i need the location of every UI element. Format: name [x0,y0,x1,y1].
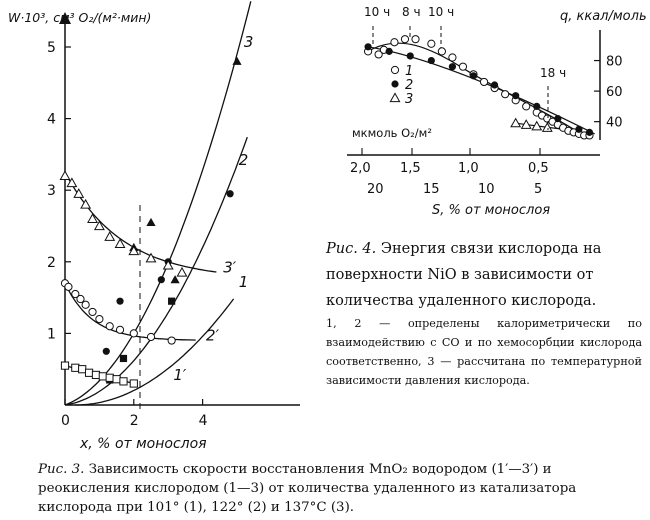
fig4-legend-label: 3 [405,92,414,107]
fig4-point-2 [470,72,477,79]
fig3-curve-label: 3 [243,33,254,51]
fig4-point-2 [554,115,561,122]
fig3-curve-3 [65,1,251,405]
fig3-point-1′ [99,373,106,380]
figure-3-caption [38,460,644,517]
fig4-point-2 [586,129,593,136]
fig4-y-axis-label: q, ккал/моль [560,9,647,24]
fig3-y-tick-label: 1 [47,326,56,343]
fig3-point-2′ [65,283,72,290]
fig4-point-2 [386,48,393,55]
fig3-point-3′ [177,268,186,276]
fig4-point-1 [449,54,456,61]
fig3-point-3′ [88,214,97,222]
fig4-time-label: 10 ч [428,5,455,19]
fig3-x-axis-label: x, % от монослоя [80,436,207,452]
fig4-time-label: 8 ч [402,5,421,19]
fig4-top-axis-label: мкмоль O₂/м² [352,126,432,140]
fig4-point-2 [428,57,435,64]
fig3-curve-label: 2′ [206,326,219,345]
fig3-point-2′ [89,308,96,315]
fig3-point-2 [116,298,123,305]
fig4-y-tick-label: 40 [606,115,623,131]
fig4-point-1 [480,78,487,85]
fig4-legend [390,64,413,107]
fig3-y-axis-label: W·10³, см³ O₂/(м²·мин) [8,10,152,25]
fig4-bottom-tick-label: 20 [367,182,384,197]
fig3-x-tick-label: 2 [129,413,139,429]
fig4-y-tick-label: 60 [606,85,623,101]
fig4-bottom-tick-label: 15 [423,182,440,197]
fig3-point-1′ [92,371,99,378]
fig3-point-1 [168,298,175,305]
fig4-point-2 [491,81,498,88]
fig3-point-1′ [113,376,120,383]
fig4-point-1 [428,40,435,47]
fig3-point-2′ [96,315,103,322]
fig4-point-2 [575,126,582,133]
fig4-point-2 [533,103,540,110]
fig3-point-1′ [130,380,137,387]
fig4-point-1 [391,39,398,46]
fig3-point-3′ [60,171,69,179]
fig4-point-1 [459,63,466,70]
fig3-y-tick-label: 4 [47,111,56,128]
fig4-legend-marker-1 [391,66,398,73]
fig3-point-2′ [106,323,113,330]
fig4-legend-marker-2 [391,80,398,87]
fig3-point-1′ [72,364,79,371]
fig4-top-tick-label: 2,0 [350,161,371,176]
fig3-caption-prefix: Рис. 3. [38,462,85,477]
fig3-y-tick-label: 5 [47,40,56,56]
fig3-point-2′ [168,337,175,344]
fig4-top-tick-label: 1,0 [458,161,479,176]
figure-4-caption [326,236,642,390]
fig3-point-1′ [120,378,127,385]
fig4-point-1 [438,48,445,55]
fig4-point-1 [523,103,530,110]
fig4-legend-label: 1 [405,64,414,79]
fig4-bottom-tick-label: 10 [478,182,495,197]
fig4-time-label: 10 ч [364,5,391,19]
fig3-point-1′ [61,362,68,369]
fig3-curve-label: 3′ [223,258,237,277]
fig3-curve-label: 1 [238,272,249,291]
fig4-point-3 [511,119,520,127]
fig3-point-2 [227,190,234,197]
fig3-caption-text: Зависимость скорости восстановления MnO₂ водородом (1′—3′) и реокисления кислородом (1—3) от количества удаленного из катализатора кислорода при 101° (1), 122° (2) и 137°C (3). [38,462,577,515]
fig4-points [364,36,593,139]
fig4-point-2 [364,43,371,50]
fig3-point-2 [103,348,110,355]
fig3-curve-labels [173,33,253,384]
fig3-curve-label: 2 [238,151,249,170]
fig4-point-1 [401,36,408,43]
fig3-point-2 [158,276,165,283]
fig3-point-1′ [79,366,86,373]
fig3-x-tick-label: 4 [198,413,208,429]
fig4-caption-prefix: Рис. 4. [326,241,377,257]
fig3-point-3 [146,218,155,226]
fig4-legend-marker-3 [390,93,399,101]
fig3-x-tick-label: 0 [61,413,70,429]
fig3-point-1′ [85,369,92,376]
fig3-point-2′ [130,330,137,337]
fig3-curves [65,1,251,405]
fig4-point-2 [449,63,456,70]
fig3-y-tick-label: 3 [47,183,56,200]
fig4-bottom-tick-label: 5 [534,182,543,197]
fig4-caption-note: 1, 2 — определены калориметрически по взаимодействию с CO и по хемосорбции кислорода соответственно, 3 — рассчитана по температурной зависимости давления кислорода. [326,317,642,387]
fig3-point-1′ [106,374,113,381]
fig4-point-2 [512,92,519,99]
fig4-caption-title: Энергия связи кислорода на поверхности NiO в зависимости от количества удаленного кислорода. [326,241,602,309]
fig4-y-tick-label: 80 [606,54,623,70]
fig3-point-1 [120,355,127,362]
fig4-bottom-axis-label: S, % от монослоя [432,203,551,218]
figure-4-chart [347,5,647,218]
fig3-point-2′ [82,301,89,308]
fig4-point-2 [407,52,414,59]
fig3-curve-label: 1′ [173,365,187,384]
fig3-y-tick-label: 2 [47,254,56,271]
fig3-point-2′ [116,326,123,333]
fig4-time-label: 18 ч [540,66,567,80]
fig4-point-1 [412,36,419,43]
fig3-point-2′ [77,295,84,302]
figure-3-chart [8,1,300,452]
fig4-top-tick-label: 0,5 [528,161,549,176]
fig3-point-2′ [147,333,154,340]
fig4-legend-label: 2 [405,78,414,93]
fig3-curve-1 [75,299,233,405]
fig3-curve-2 [65,137,247,405]
fig4-top-tick-label: 1,5 [400,161,421,176]
fig4-curve-trend [368,47,595,134]
fig3-point-3 [232,57,241,65]
fig4-point-1 [502,91,509,98]
